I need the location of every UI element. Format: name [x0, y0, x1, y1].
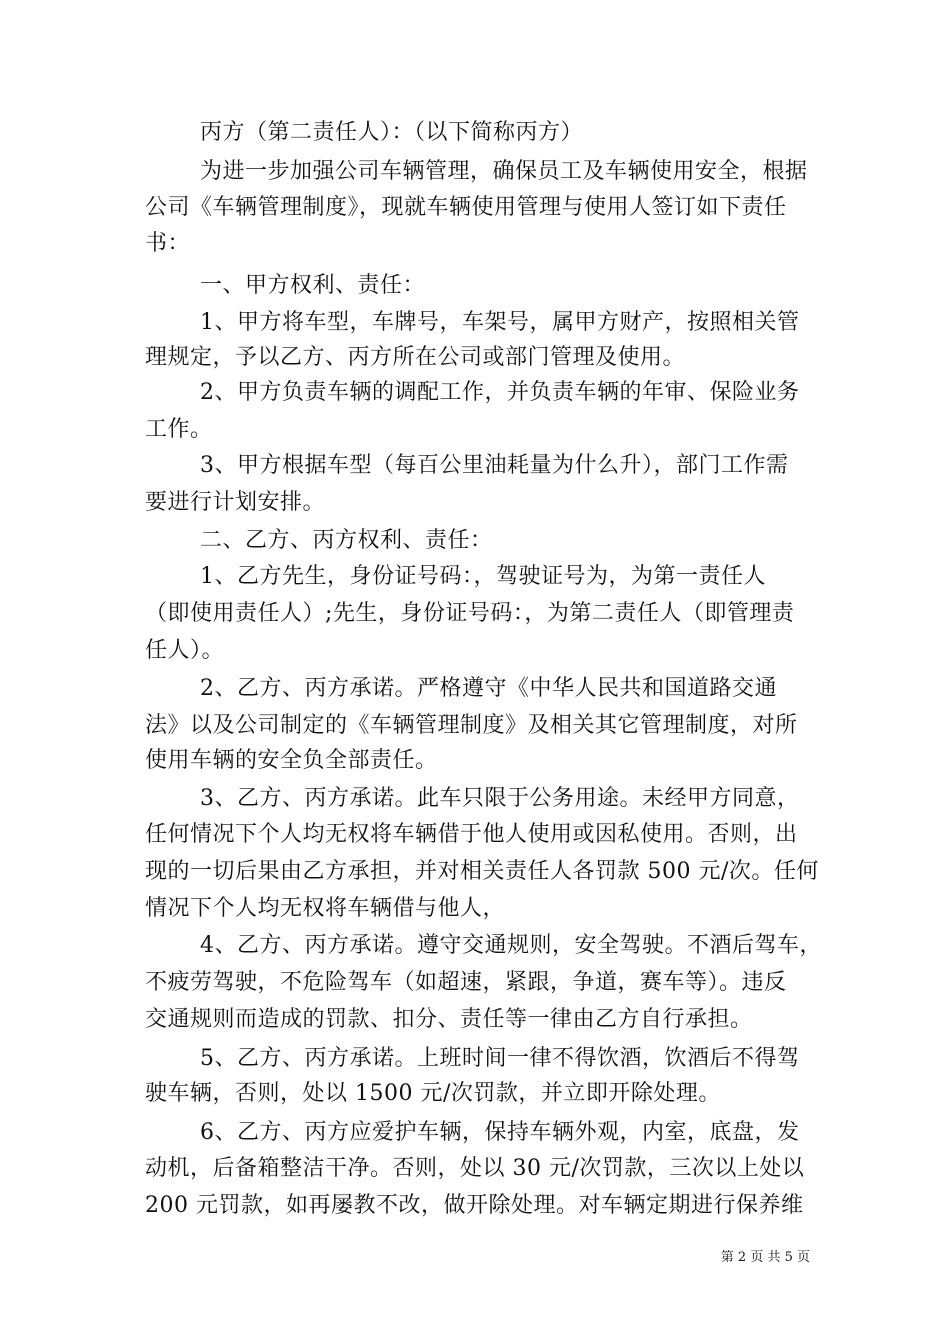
paragraph-line: 不疲劳驾驶，不危险驾车（如超速，紧跟，争道，赛车等）。违反: [145, 970, 787, 995]
paragraph-line: 5、乙方、丙方承诺。上班时间一律不得饮酒，饮酒后不得驾: [200, 1046, 800, 1071]
paragraph-line: 2、甲方负责车辆的调配工作，并负责车辆的年审、保险业务: [200, 380, 800, 405]
paragraph-line: 6、乙方、丙方应爱护车辆，保持车辆外观，内室，底盘，发: [200, 1120, 800, 1145]
paragraph-line: 使用车辆的安全负全部责任。: [145, 748, 438, 773]
paragraph-line: 任人）。: [145, 638, 225, 663]
paragraph-line: 动机，后备箱整洁干净。否则，处以 30 元/次罚款，三次以上处以: [145, 1156, 805, 1181]
paragraph-line: 4、乙方、丙方承诺。遵守交通规则，安全驾驶。不酒后驾车，: [200, 933, 822, 958]
page-number-footer: 第 2 页 共 5 页: [720, 1250, 810, 1265]
paragraph-line: 3、甲方根据车型（每百公里油耗量为什么升），部门工作需: [200, 453, 789, 478]
paragraph-line: 驶车辆，否则，处以 1500 元/次罚款，并立即开除处理。: [145, 1081, 721, 1106]
paragraph-line: 一、甲方权利、责任：: [200, 273, 426, 298]
paragraph-line: 2、乙方、丙方承诺。严格遵守《中华人民共和国道路交通: [200, 676, 777, 701]
paragraph-line: 工作。: [145, 417, 213, 442]
paragraph-line: 法》以及公司制定的《车辆管理制度》及相关其它管理制度，对所: [145, 713, 798, 738]
paragraph-line: 1、甲方将车型，车牌号，车架号，属甲方财产，按照相关管: [200, 310, 800, 335]
paragraph-line: 公司《车辆管理制度》，现就车辆使用管理与使用人签订如下责任: [145, 195, 787, 220]
paragraph-line: 为进一步加强公司车辆管理，确保员工及车辆使用安全，根据: [200, 159, 808, 184]
paragraph-line: （即使用责任人）;先生，身份证号码：，为第二责任人（即管理责: [145, 601, 795, 626]
paragraph-line: 情况下个人均无权将车辆借与他人，: [145, 896, 506, 921]
paragraph-line: 任何情况下个人均无权将车辆借于他人使用或因私使用。否则，出: [145, 822, 798, 847]
paragraph-line: 理规定，予以乙方、丙方所在公司或部门管理及使用。: [145, 345, 686, 370]
paragraph-line: 200 元罚款，如再屡教不改，做开除处理。对车辆定期进行保养维: [145, 1193, 804, 1218]
paragraph-line: 1、乙方先生，身份证号码：，驾驶证号为，为第一责任人: [200, 564, 766, 589]
paragraph-line: 3、乙方、丙方承诺。此车只限于公务用途。未经甲方同意，: [200, 786, 800, 811]
paragraph-line: 二、乙方、丙方权利、责任：: [200, 528, 493, 553]
paragraph-line: 丙方（第二责任人）：（以下简称丙方）: [200, 120, 584, 145]
paragraph-line: 交通规则而造成的罚款、扣分、责任等一律由乙方自行承担。: [145, 1007, 753, 1032]
paragraph-line: 现的一切后果由乙方承担，并对相关责任人各罚款 500 元/次。任何: [145, 859, 819, 884]
paragraph-line: 书：: [145, 231, 191, 256]
paragraph-line: 要进行计划安排。: [145, 490, 326, 515]
